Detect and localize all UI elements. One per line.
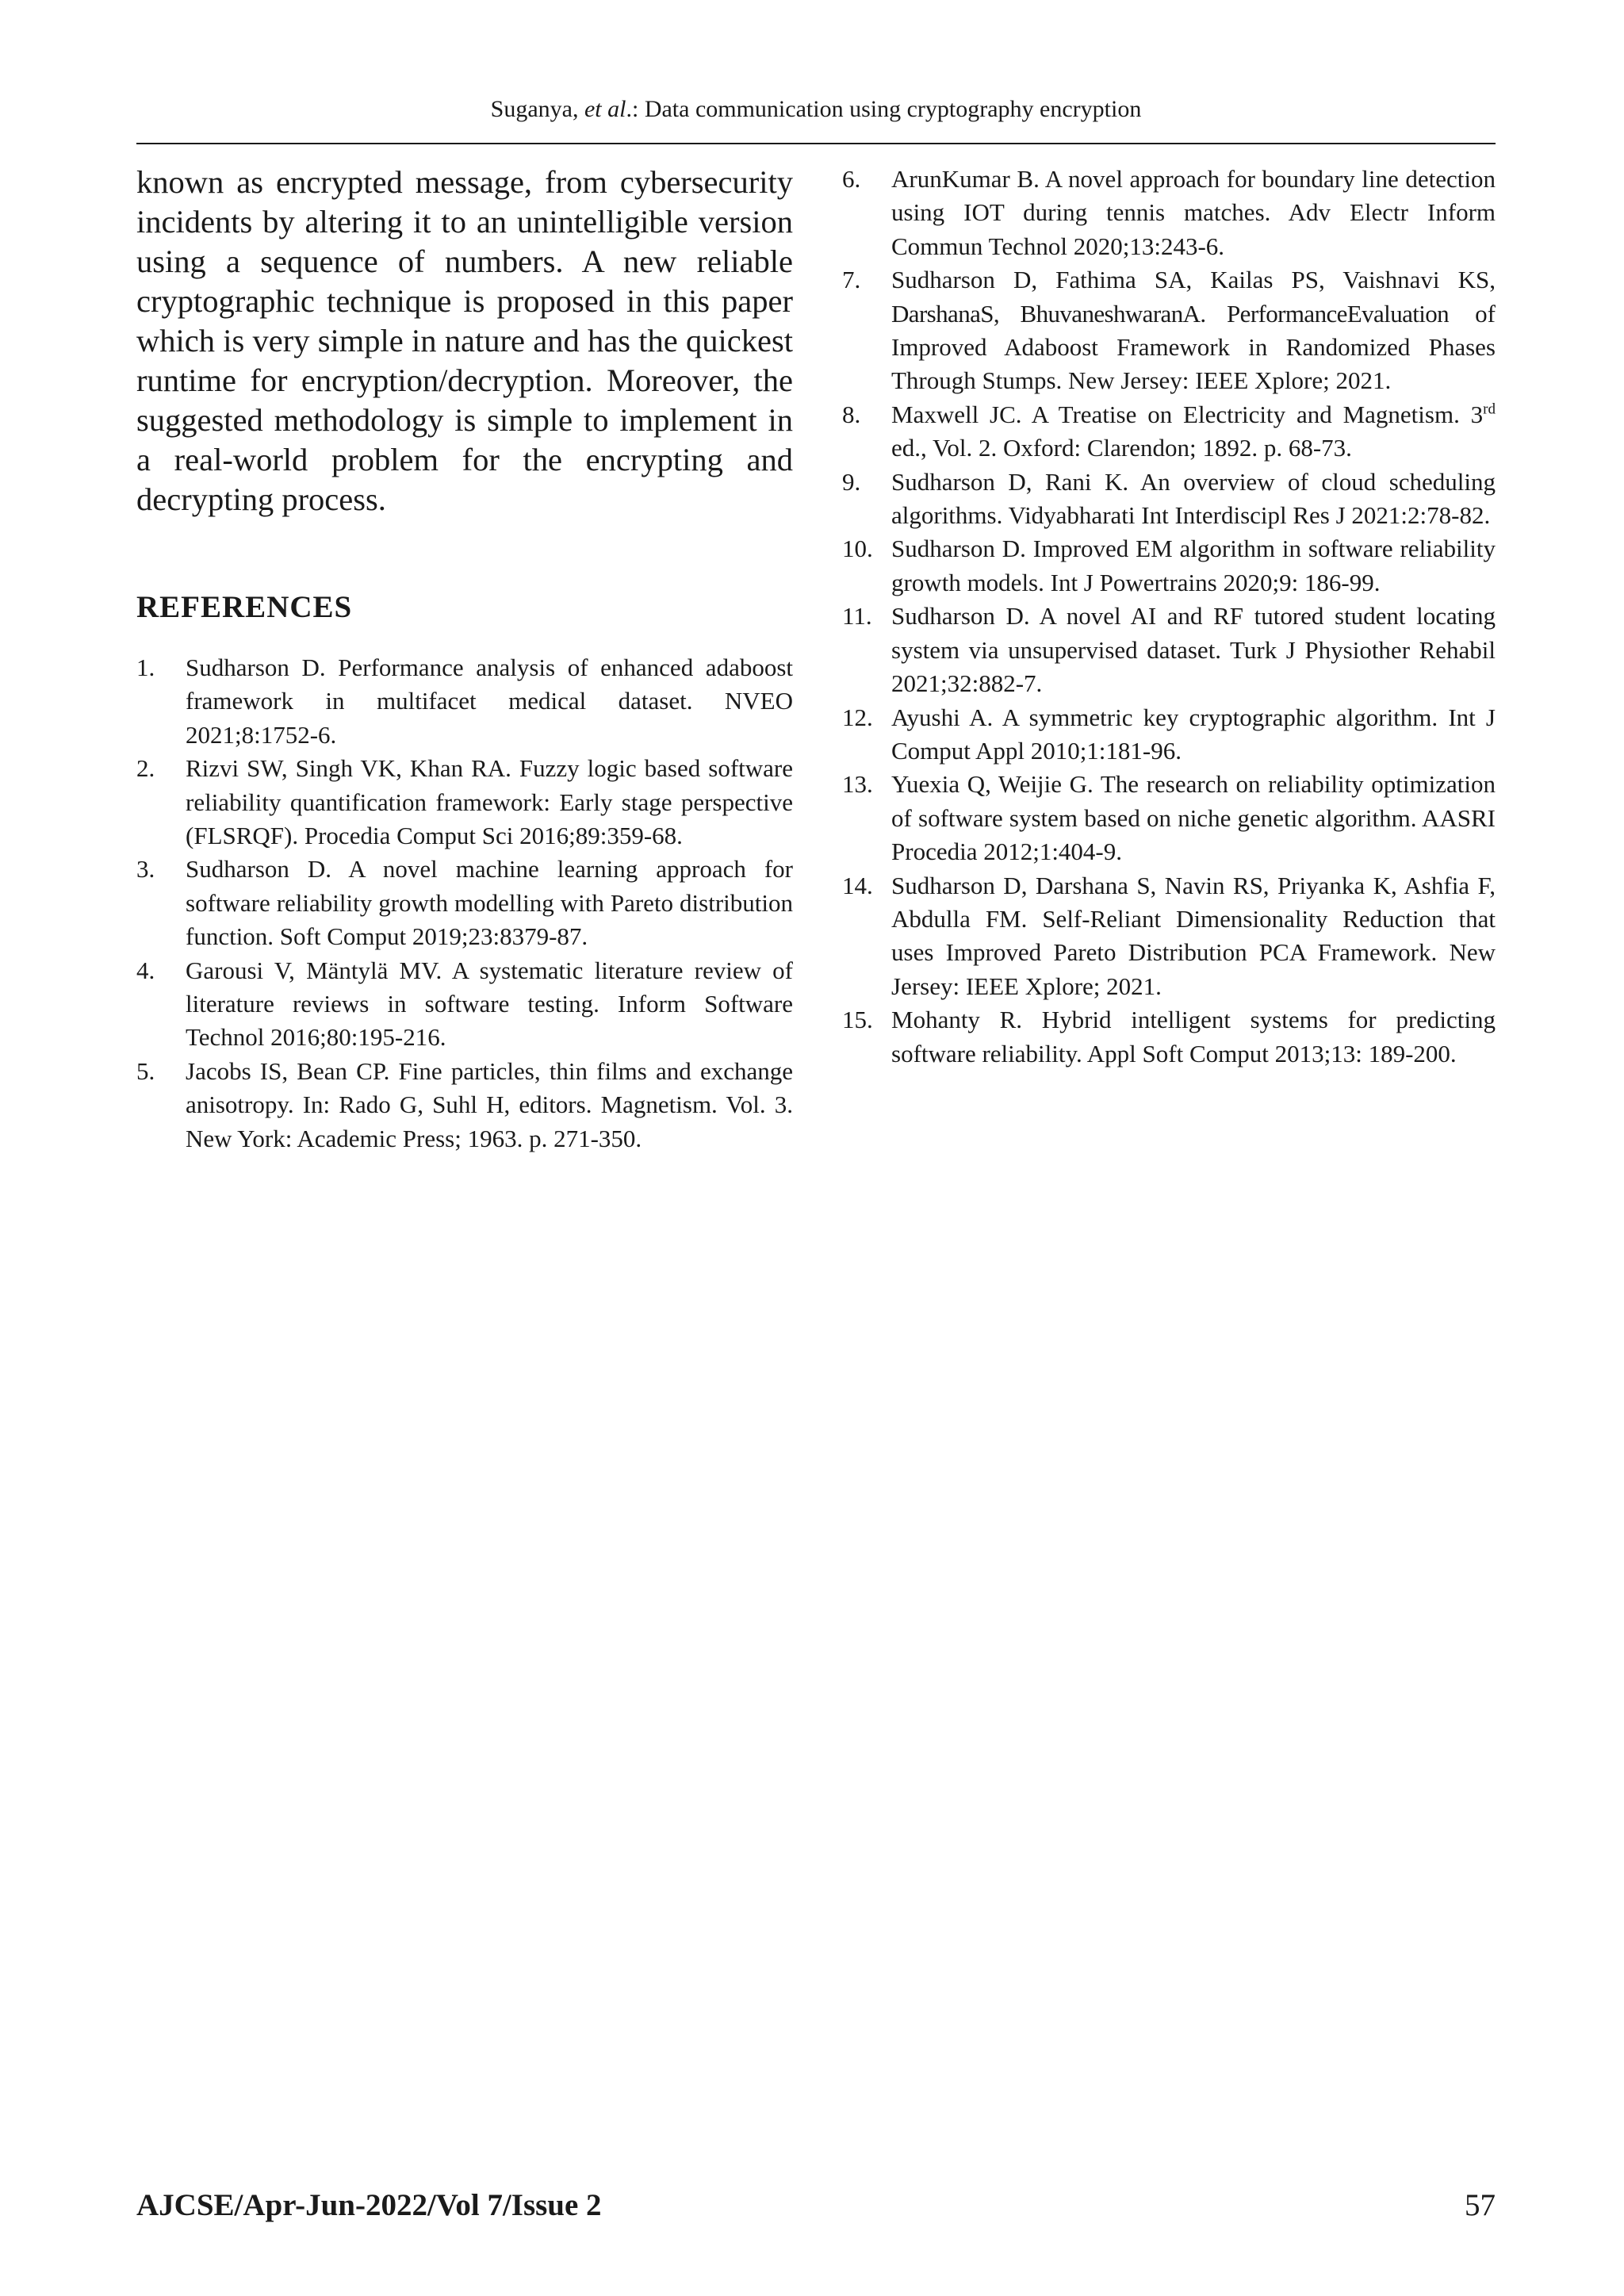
reference-item-5: [136, 1055, 793, 1156]
running-header: [136, 94, 1496, 125]
reference-number: 6.: [842, 165, 861, 193]
reference-text: Yuexia Q, Weijie G. The research on reliability optimization of software system based on niche genetic algorithm. AASRI Procedia 2012;1:404-9.: [891, 770, 1496, 866]
reference-item-3: [136, 853, 793, 953]
body-paragraph: known as encrypted message, from cybersecurity incidents by altering it to an unintelligible version using a sequence of numbers. A new reliable cryptographic technique is proposed in this paper which is very simple in nature and has the quickest runtime for encryption/decryption. Moreover, the suggested methodology is simple to implement in a real-world problem for the encrypting and decrypting process.: [136, 164, 793, 517]
reference-text: Ayushi A. A symmetric key cryptographic algorithm. Int J Comput Appl 2010;1:181-96.: [891, 703, 1496, 765]
reference-list-right: [842, 163, 1496, 1071]
reference-item-8: [842, 398, 1496, 466]
reference-number: 4.: [136, 956, 155, 984]
header-etal: et al: [584, 96, 626, 122]
reference-text: Garousi V, Mäntylä MV. A systematic literature review of literature reviews in software testing. Inform Software Technol 2016;80:195-216.: [186, 956, 793, 1052]
footer-journal-info: AJCSE/Apr-Jun-2022/Vol 7/Issue 2: [136, 2188, 602, 2222]
reference-item-6: [842, 163, 1496, 263]
reference-text-part-b: ed., Vol. 2. Oxford: Clarendon; 1892. p. 68-73.: [891, 434, 1352, 462]
footer-page-number: 57: [1465, 2188, 1496, 2222]
reference-item-15: [842, 1003, 1496, 1071]
reference-item-9: [842, 466, 1496, 533]
reference-number: 10.: [842, 535, 873, 563]
header-title: .: Data communication using cryptography encryption: [626, 96, 1142, 122]
reference-text-part-b: DarshanaS, BhuvaneshwaranA. PerformanceEvaluation: [891, 299, 1450, 328]
references-heading: REFERENCES: [136, 590, 353, 624]
reference-item-13: [842, 768, 1496, 868]
reference-text-part-a: Maxwell JC. A Treatise on Electricity and Magnetism. 3: [891, 400, 1484, 428]
reference-number: 15.: [842, 1006, 873, 1034]
reference-text: Sudharson D, Darshana S, Navin RS, Priyanka K, Ashfia F, Abdulla FM. Self-Reliant Dimensionality Reduction that uses Improved Pareto Distribution PCA Framework. New Jersey: IEEE Xplore; 2021.: [891, 871, 1496, 1000]
reference-text: Sudharson D. A novel AI and RF tutored student locating system via unsupervised dataset. Turk J Physiother Rehabil 2021;32:882-7.: [891, 602, 1496, 698]
header-rule: [136, 143, 1496, 144]
reference-text: Rizvi SW, Singh VK, Khan RA. Fuzzy logic based software reliability quantification framework: Early stage perspective (FLSRQF). Procedia Comput Sci 2016;89:359-68.: [186, 754, 793, 850]
reference-text: Mohanty R. Hybrid intelligent systems for predicting software reliability. Appl Soft Comput 2013;13: 189-200.: [891, 1006, 1496, 1068]
reference-number: 3.: [136, 855, 155, 884]
reference-text: Sudharson D, Rani K. An overview of cloud scheduling algorithms. Vidyabharati Int Interdiscipl Res J 2021:2:78-82.: [891, 467, 1496, 530]
reference-item-12: [842, 701, 1496, 769]
reference-item-11: [842, 600, 1496, 700]
reference-text-part-a: Sudharson D, Fathima SA, Kailas PS, Vaishnavi KS,: [891, 266, 1496, 294]
reference-item-2: [136, 752, 793, 853]
reference-number: 9.: [842, 467, 861, 496]
reference-text: Sudharson D. A novel machine learning approach for software reliability growth modelling with Pareto distribution function. Soft Comput 2019;23:8379-87.: [186, 855, 793, 951]
left-column: [136, 163, 793, 1156]
reference-number: 13.: [842, 770, 873, 799]
right-column: [842, 163, 1496, 1071]
reference-item-1: [136, 651, 793, 752]
reference-number: 14.: [842, 871, 873, 899]
reference-item-10: [842, 532, 1496, 600]
reference-text: ArunKumar B. A novel approach for boundary line detection using IOT during tennis matches. Adv Electr Inform Commun Technol 2020;13:243-6.: [891, 165, 1496, 260]
reference-number: 5.: [136, 1056, 155, 1085]
reference-text-part-c: of Improved Adaboost Framework in Randomized Phases Through Stumps. New Jersey: IEEE Xplore; 2021.: [891, 299, 1496, 395]
reference-item-7: [842, 263, 1496, 398]
reference-item-14: [842, 869, 1496, 1004]
reference-item-4: [136, 954, 793, 1055]
reference-number: 1.: [136, 654, 155, 681]
reference-number: 12.: [842, 703, 873, 731]
reference-text: Sudharson D. Improved EM algorithm in software reliability growth models. Int J Powertrains 2020;9: 186-99.: [891, 535, 1496, 596]
reference-superscript: rd: [1483, 401, 1496, 418]
reference-number: 2.: [136, 754, 155, 783]
reference-text: Jacobs IS, Bean CP. Fine particles, thin films and exchange anisotropy. In: Rado G, Suhl H, editors. Magnetism. Vol. 3. New York: Academic Press; 1963. p. 271-350.: [186, 1056, 793, 1152]
reference-list-left: [136, 651, 793, 1156]
reference-number: 8.: [842, 400, 861, 428]
header-author: Suganya,: [490, 96, 579, 122]
reference-number: 11.: [842, 602, 872, 631]
reference-number: 7.: [842, 266, 861, 294]
reference-text: Sudharson D. Performance analysis of enhanced adaboost framework in multifacet medical dataset. NVEO 2021;8:1752-6.: [186, 654, 793, 749]
